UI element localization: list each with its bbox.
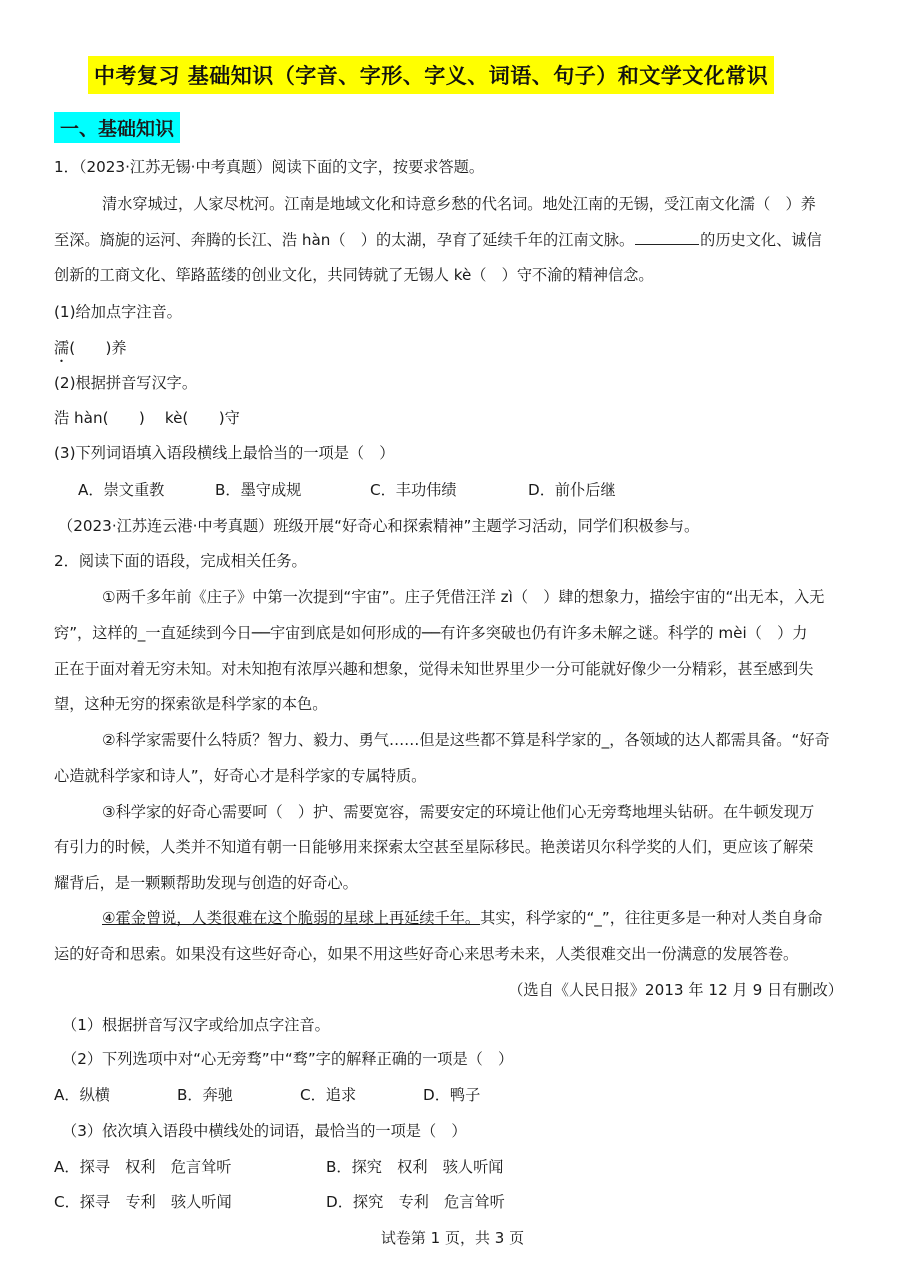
q1-passage-line: 至深。旖旎的运河、奔腾的长江、浩 hàn（ ）的太湖，孕育了延续千年的江南文脉。 的历史文化、诚信 <box>54 231 822 249</box>
q2-passage-line: 有引力的时候，人类并不知道有朝一日能够用来探索太空甚至星际移民。艳羡诺贝尔科学奖的人们，更应该了解荣 <box>54 838 814 856</box>
q2-passage-line: ④霍金曾说，人类很难在这个脆弱的星球上再延续千年。其实，科学家的“_”，往往更多是一种对人类自身命 <box>102 909 823 927</box>
page-footer: 试卷第 1 页，共 3 页 <box>380 1229 525 1247</box>
q2-sub2-option-d[interactable]: D．鸭子 <box>423 1086 481 1104</box>
q1-stem: 1．（2023·江苏无锡·中考真题）阅读下面的文字，按要求答题。 <box>54 158 485 176</box>
q1-option-a[interactable]: A．崇文重教 <box>78 481 165 499</box>
q1-option-c[interactable]: C．丰功伟绩 <box>370 481 457 499</box>
page-title: 中考复习 基础知识（字音、字形、字义、词语、句子）和文学文化常识 <box>88 56 774 94</box>
q1-option-b[interactable]: B．墨守成规 <box>215 481 302 499</box>
q1-sub2-answer: 浩 hàn( ) kè( )守 <box>54 409 240 427</box>
q2-passage-line: 正在于面对着无穷未知。对未知抱有浓厚兴趣和想象，觉得未知世界里少一分可能就好像少一分精彩，甚至感到失 <box>54 660 814 678</box>
q2-sub2: （2）下列选项中对“心无旁骛”中“骛”字的解释正确的一项是（ ） <box>62 1050 514 1068</box>
q2-passage-line: 望，这种无穷的探索欲是科学家的本色。 <box>54 695 328 713</box>
q2-passage-line: 窍”，这样的_一直延续到今日──宇宙到底是如何形成的──有许多突破也仍有许多未解之谜。科学的 mèi（ ）力 <box>54 624 808 642</box>
q2-passage-line: 运的好奇和思索。如果没有这些好奇心，如果不用这些好奇心来思考未来，人类很难交出一份满意的发展答卷。 <box>54 945 799 963</box>
q2-sub3-option-c[interactable]: C．探寻 专利 骇人听闻 <box>54 1193 232 1211</box>
q2-sub3-option-a[interactable]: A．探寻 权利 危言耸听 <box>54 1158 232 1176</box>
q2-sub3: （3）依次填入语段中横线处的词语，最恰当的一项是（ ） <box>62 1122 467 1140</box>
q2-sub2-option-c[interactable]: C．追求 <box>300 1086 357 1104</box>
q1-sub1-answer: 濡( )养 <box>54 339 127 357</box>
q2-passage-line: 耀背后，是一颗颗帮助发现与创造的好奇心。 <box>54 874 358 892</box>
fill-blank-line[interactable] <box>635 230 699 245</box>
q2-passage-line: 心造就科学家和诗人”，好奇心才是科学家的专属特质。 <box>54 767 427 785</box>
q1-sub3: (3)下列词语填入语段横线上最恰当的一项是（ ） <box>54 444 395 462</box>
q2-sub3-option-d[interactable]: D．探究 专利 危言耸听 <box>326 1193 505 1211</box>
q1-sub2: (2)根据拼音写汉字。 <box>54 374 198 392</box>
q2-sub3-option-b[interactable]: B．探究 权利 骇人听闻 <box>326 1158 504 1176</box>
q2-passage-line: ①两千多年前《庄子》中第一次提到“宇宙”。庄子凭借汪洋 zì（ ）肆的想象力，描绘宇宙的“出无本，入无 <box>102 588 825 606</box>
q2-stem: 2．阅读下面的语段，完成相关任务。 <box>54 552 307 570</box>
q1-passage-line: 创新的工商文化、筚路蓝缕的创业文化，共同铸就了无锡人 kè（ ）守不渝的精神信念。 <box>54 266 654 284</box>
section-heading: 一、基础知识 <box>54 112 180 143</box>
q2-passage-line: ②科学家需要什么特质？智力、毅力、勇气……但是这些都不算是科学家的_，各领域的达人都需具备。“好奇 <box>102 731 830 749</box>
underlined-sentence: ④霍金曾说，人类很难在这个脆弱的星球上再延续千年。 <box>102 909 481 927</box>
q1-option-d[interactable]: D．前仆后继 <box>528 481 616 499</box>
q2-passage-line: ③科学家的好奇心需要呵（ ）护、需要宽容，需要安定的环境让他们心无旁骛地埋头钻研。在牛顿发现万 <box>102 803 815 821</box>
passage-source: （选自《人民日报》2013 年 12 月 9 日有删改） <box>508 981 843 999</box>
q2-sub2-option-b[interactable]: B．奔驰 <box>177 1086 233 1104</box>
q2-intro: （2023·江苏连云港·中考真题）班级开展“好奇心和探索精神”主题学习活动，同学们积极参与。 <box>58 517 700 535</box>
q2-sub1: （1）根据拼音写汉字或给加点字注音。 <box>62 1016 330 1034</box>
q1-passage-line: 清水穿城过，人家尽枕河。江南是地域文化和诗意乡愁的代名词。地处江南的无锡，受江南文化濡（ ）养 <box>102 195 816 213</box>
q1-sub1: (1)给加点字注音。 <box>54 303 182 321</box>
q2-sub2-option-a[interactable]: A．纵横 <box>54 1086 110 1104</box>
